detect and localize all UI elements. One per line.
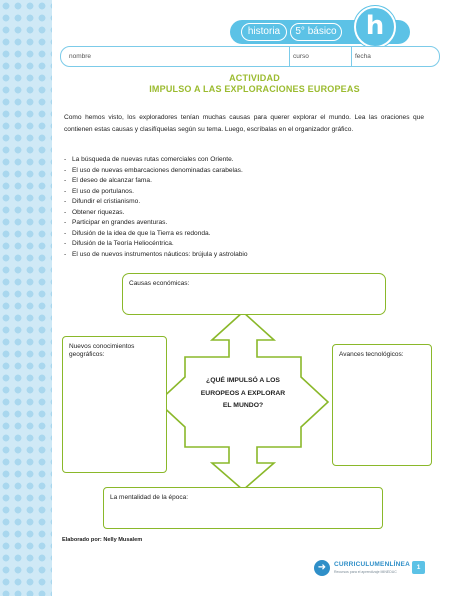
list-item: - Difusión de la Teoría Heliocéntrica. xyxy=(64,240,174,247)
activity-title: IMPULSO A LAS EXPLORACIONES EUROPEAS xyxy=(149,84,360,94)
subject-label: historia xyxy=(241,23,287,41)
curriculum-logo-icon: ➜ xyxy=(314,560,330,576)
list-item-text: Difusión de la Teoría Heliocéntrica. xyxy=(72,240,174,247)
central-question: ¿QUÉ IMPULSÓ A LOS EUROPEOS A EXPLORAR EL MUNDO? xyxy=(200,377,286,409)
list-item: - El deseo de alcanzar fama. xyxy=(64,177,152,184)
grade-label: 5° básico xyxy=(290,23,342,41)
nombre-field[interactable]: nombre xyxy=(69,53,92,60)
avances-tecnologicos-label: Avances tecnológicos: xyxy=(339,351,404,358)
list-item-text: La búsqueda de nuevas rutas comerciales con Oriente. xyxy=(72,156,234,163)
list-item: - Difusión de la idea de que la Tierra es redonda. xyxy=(64,229,211,237)
historia-logo-icon: h xyxy=(354,6,396,48)
causas-economicas-box[interactable] xyxy=(122,273,386,315)
curso-field[interactable]: curso xyxy=(293,53,309,60)
list-item: - El uso de nuevas embarcaciones denominadas carabelas. xyxy=(64,166,243,174)
list-item-text: El deseo de alcanzar fama. xyxy=(72,177,152,184)
list-item-text: Difundir el cristianismo. xyxy=(72,198,141,205)
list-item: - El uso de portulanos. xyxy=(64,187,134,195)
list-item-text: El uso de nuevas embarcaciones denominadas carabelas. xyxy=(72,166,243,174)
list-item: - La búsqueda de nuevas rutas comerciales con Oriente. xyxy=(64,156,234,163)
mentalidad-epoca-label: La mentalidad de la época: xyxy=(110,494,189,501)
author-credit: Elaborado por: Nelly Musalem xyxy=(62,537,143,543)
list-item: - Participar en grandes aventuras. xyxy=(64,219,168,226)
list-item-text: Obtener riquezas. xyxy=(72,208,125,216)
list-item: - Difundir el cristianismo. xyxy=(64,198,141,205)
page-number-badge: 1 xyxy=(412,561,425,574)
causas-economicas-label: Causas económicas: xyxy=(129,280,190,287)
list-item-text: Participar en grandes aventuras. xyxy=(72,219,168,226)
curriculum-logo xyxy=(314,560,410,578)
fecha-field[interactable]: fecha xyxy=(355,53,371,60)
curriculum-logo-name: CURRICULUMENLÍNEA xyxy=(334,561,410,568)
curriculum-logo-tagline: Recursos para el aprendizaje MINEDUC xyxy=(334,570,397,574)
instructions-paragraph: Como hemos visto, los exploradores tenían muchas causas para querer explorar el mundo. Lea las oraciones que contienen estas causas y clasifíquelas según su tema. Luego, escríbalas en el organizador gráfico. xyxy=(64,114,424,133)
conocimientos-geograficos-label: Nuevos conocimientos geográficos: xyxy=(69,343,135,358)
list-item-text: Difusión de la idea de que la Tierra es redonda. xyxy=(72,229,211,237)
mentalidad-epoca-box[interactable] xyxy=(103,487,383,529)
list-item-text: El uso de portulanos. xyxy=(72,187,134,195)
list-item: - El uso de nuevos instrumentos náuticos: brújula y astrolabio xyxy=(64,250,248,258)
list-item-text: El uso de nuevos instrumentos náuticos: brújula y astrolabio xyxy=(72,250,248,258)
list-item: - Obtener riquezas. xyxy=(64,208,125,216)
conocimientos-geograficos-box[interactable] xyxy=(62,336,167,473)
avances-tecnologicos-box[interactable] xyxy=(332,344,432,466)
activity-heading: ACTIVIDAD xyxy=(229,73,280,83)
